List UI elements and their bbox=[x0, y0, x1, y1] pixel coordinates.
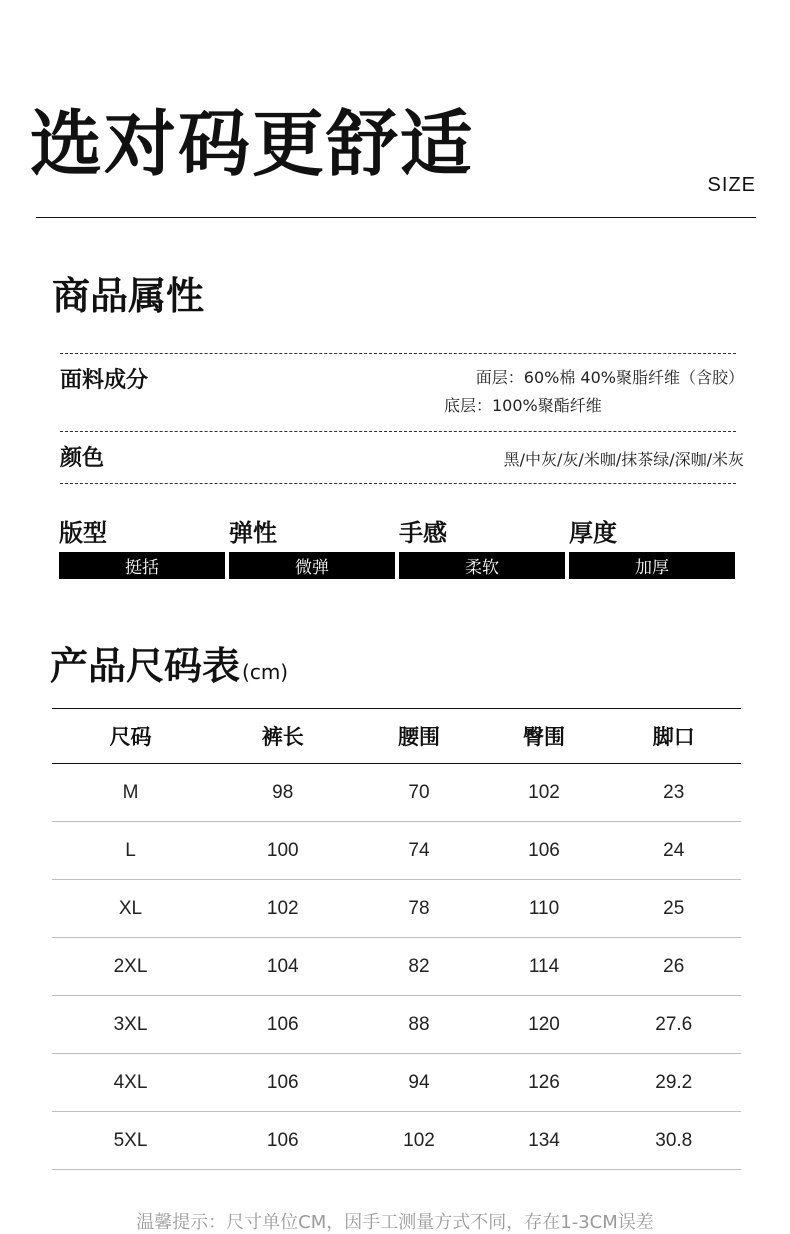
color-value: 黑/中灰/灰/米咖/抹茶绿/深咖/米灰 bbox=[503, 450, 744, 469]
spec-value-bar: 加厚 bbox=[569, 552, 735, 579]
table-cell: 94 bbox=[357, 1054, 482, 1112]
column-header-hip: 臀围 bbox=[482, 709, 607, 764]
size-chart-title-text: 产品尺码表 bbox=[50, 644, 241, 688]
spec-name: 厚度 bbox=[569, 519, 617, 547]
table-header-row bbox=[52, 709, 741, 764]
spec-elasticity bbox=[229, 519, 395, 579]
table-row bbox=[52, 996, 741, 1054]
spec-name: 弹性 bbox=[229, 519, 277, 547]
attributes-section-title: 商品属性 bbox=[52, 274, 205, 318]
size-table bbox=[52, 708, 741, 1170]
table-cell: 114 bbox=[482, 938, 607, 996]
table-cell: 106 bbox=[209, 1054, 357, 1112]
table-cell: M bbox=[52, 764, 209, 822]
table-cell: 120 bbox=[482, 996, 607, 1054]
table-cell: 26 bbox=[607, 938, 742, 996]
spec-fit bbox=[59, 519, 225, 579]
table-cell: 3XL bbox=[52, 996, 209, 1054]
size-table-body bbox=[52, 764, 741, 1170]
size-chart-unit: (cm) bbox=[242, 660, 289, 684]
fabric-value-line1: 面层：60%棉 40%聚脂纤维（含胶） bbox=[475, 368, 744, 387]
table-cell: 5XL bbox=[52, 1112, 209, 1170]
table-cell: 78 bbox=[357, 880, 482, 938]
spec-name: 版型 bbox=[59, 519, 107, 547]
table-cell: 134 bbox=[482, 1112, 607, 1170]
spec-value-bar: 挺括 bbox=[59, 552, 225, 579]
dashed-divider bbox=[60, 353, 736, 354]
table-cell: 106 bbox=[482, 822, 607, 880]
column-header-size: 尺码 bbox=[52, 709, 209, 764]
column-header-hem: 脚口 bbox=[607, 709, 742, 764]
table-cell: 82 bbox=[357, 938, 482, 996]
table-cell: 29.2 bbox=[607, 1054, 742, 1112]
measurement-note: 温馨提示：尺寸单位CM，因手工测量方式不同，存在1-3CM误差 bbox=[136, 1212, 654, 1233]
table-row bbox=[52, 822, 741, 880]
table-cell: 4XL bbox=[52, 1054, 209, 1112]
table-row bbox=[52, 764, 741, 822]
table-cell: 126 bbox=[482, 1054, 607, 1112]
title-divider bbox=[36, 217, 756, 218]
table-cell: 106 bbox=[209, 1112, 357, 1170]
table-cell: 23 bbox=[607, 764, 742, 822]
spec-name: 手感 bbox=[399, 519, 447, 547]
table-cell: 110 bbox=[482, 880, 607, 938]
spec-thickness bbox=[569, 519, 735, 579]
size-chart-title bbox=[50, 646, 288, 688]
dashed-divider bbox=[60, 483, 736, 484]
table-cell: L bbox=[52, 822, 209, 880]
table-cell: 70 bbox=[357, 764, 482, 822]
table-cell: 102 bbox=[357, 1112, 482, 1170]
page-title: 选对码更舒适 bbox=[30, 102, 475, 186]
table-cell: 2XL bbox=[52, 938, 209, 996]
dashed-divider bbox=[60, 431, 736, 432]
spec-value-bar: 微弹 bbox=[229, 552, 395, 579]
table-row bbox=[52, 938, 741, 996]
table-cell: 24 bbox=[607, 822, 742, 880]
spec-value-bar: 柔软 bbox=[399, 552, 565, 579]
table-cell: 74 bbox=[357, 822, 482, 880]
table-cell: 102 bbox=[209, 880, 357, 938]
table-row bbox=[52, 1054, 741, 1112]
fabric-value-line2: 底层：100%聚酯纤维 bbox=[444, 396, 602, 415]
size-label: SIZE bbox=[707, 174, 756, 196]
table-cell: 88 bbox=[357, 996, 482, 1054]
table-row bbox=[52, 880, 741, 938]
table-cell: 27.6 bbox=[607, 996, 742, 1054]
spec-feel bbox=[399, 519, 565, 579]
column-header-waist: 腰围 bbox=[357, 709, 482, 764]
table-cell: 102 bbox=[482, 764, 607, 822]
column-header-length: 裤长 bbox=[209, 709, 357, 764]
table-cell: 25 bbox=[607, 880, 742, 938]
fabric-label: 面料成分 bbox=[60, 368, 149, 393]
table-cell: 98 bbox=[209, 764, 357, 822]
table-cell: 106 bbox=[209, 996, 357, 1054]
table-cell: 30.8 bbox=[607, 1112, 742, 1170]
table-row bbox=[52, 1112, 741, 1170]
table-cell: 104 bbox=[209, 938, 357, 996]
table-cell: XL bbox=[52, 880, 209, 938]
color-label: 颜色 bbox=[60, 446, 105, 471]
table-cell: 100 bbox=[209, 822, 357, 880]
